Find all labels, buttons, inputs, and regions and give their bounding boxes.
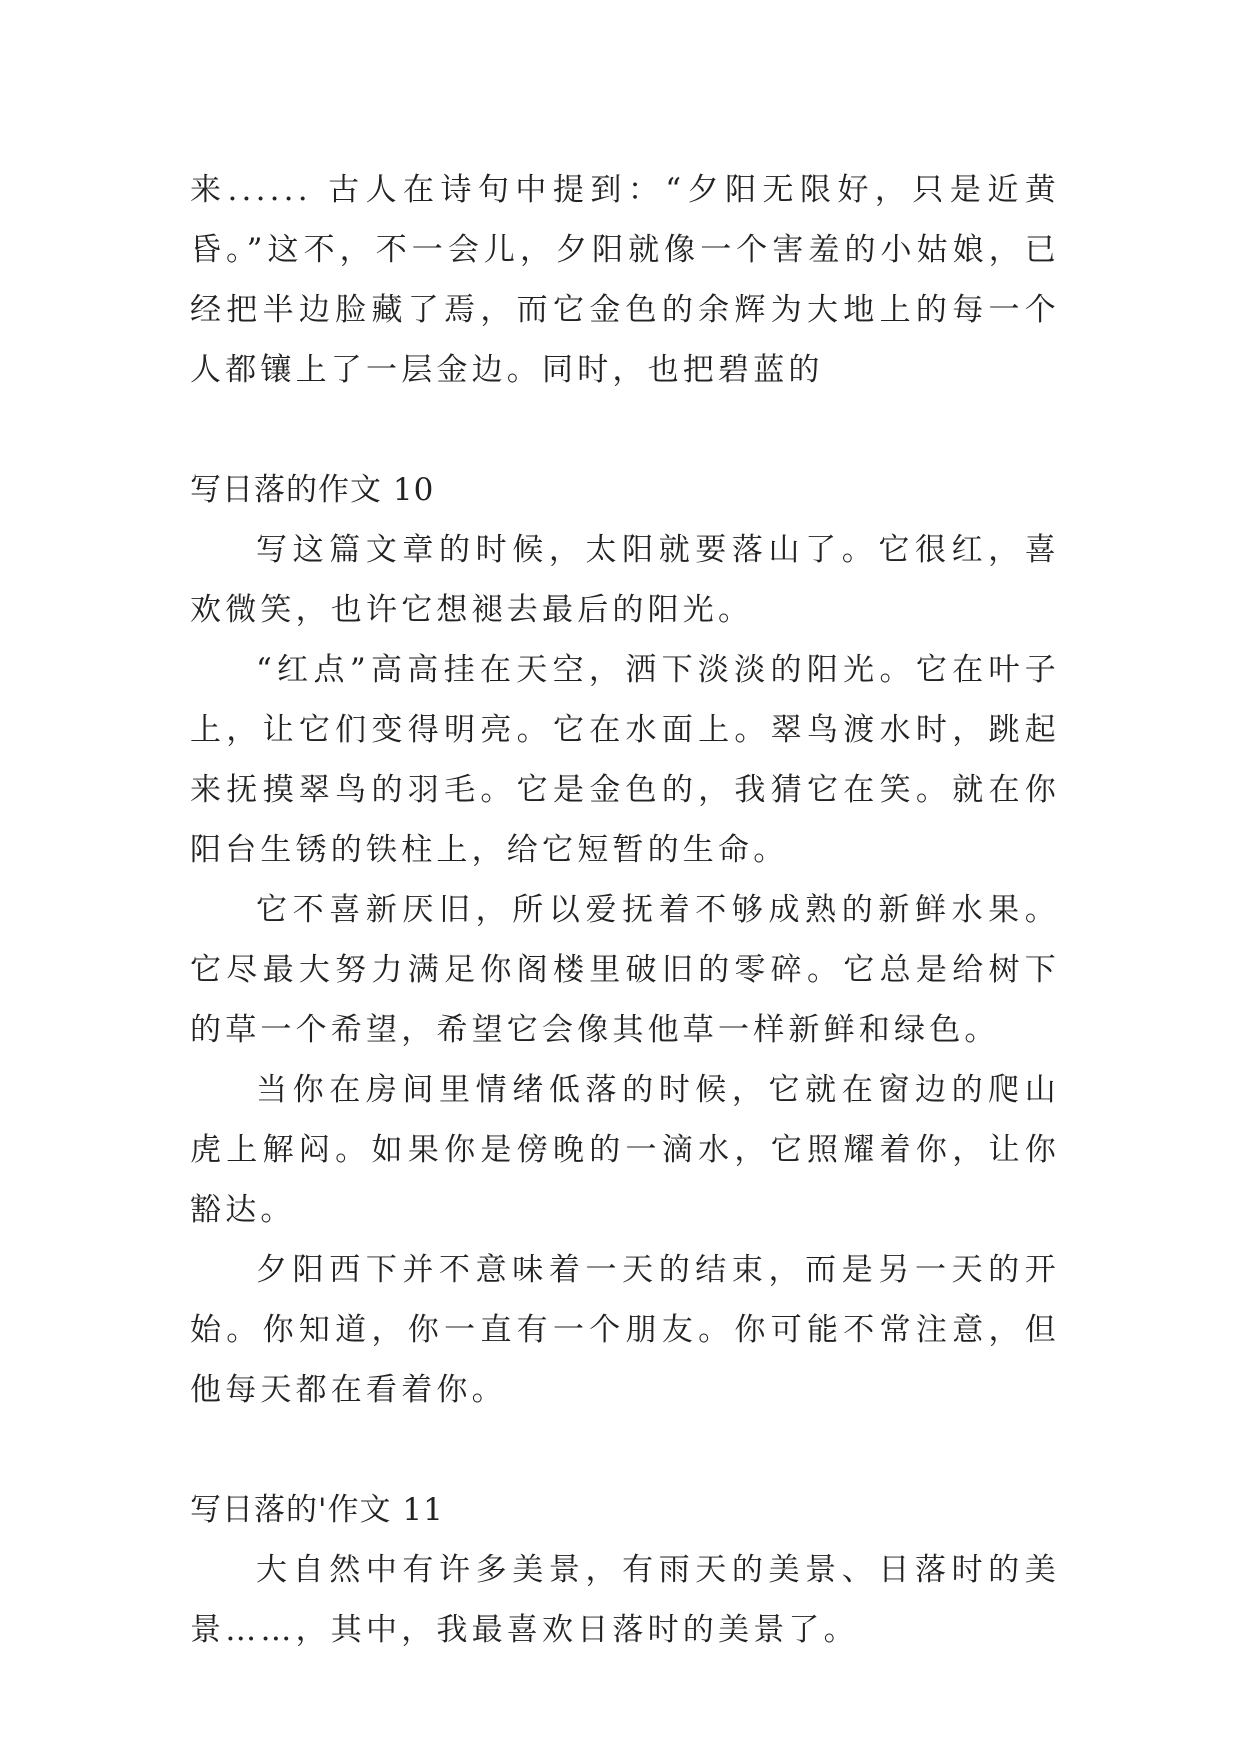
- paragraph: 它不喜新厌旧，所以爱抚着不够成熟的新鲜水果。它尽最大努力满足你阁楼里破旧的零碎。它总是给树下的草一个希望，希望它会像其他草一样新鲜和绿色。: [190, 892, 1060, 1048]
- section-gap: [190, 400, 1060, 460]
- section-heading-10: 写日落的作文 10: [190, 472, 435, 508]
- document-page: [190, 160, 1060, 1660]
- section-gap: [190, 1420, 1060, 1480]
- paragraph: 大自然中有许多美景，有雨天的美景、日落时的美景……，其中，我最喜欢日落时的美景了。: [190, 1552, 1060, 1648]
- paragraph: 当你在房间里情绪低落的时候，它就在窗边的爬山虎上解闷。如果你是傍晚的一滴水，它照耀着你，让你豁达。: [190, 1072, 1060, 1228]
- paragraph: 写这篇文章的时候，太阳就要落山了。它很红，喜欢微笑，也许它想褪去最后的阳光。: [190, 532, 1060, 628]
- paragraph-continuation: 来...... 古人在诗句中提到：“夕阳无限好，只是近黄昏。”这不，不一会儿，夕阳就像一个害羞的小姑娘，已经把半边脸藏了焉，而它金色的余辉为大地上的每一个人都镶上了一层金边。同时，也把碧蓝的: [190, 172, 1060, 388]
- paragraph: “红点”高高挂在天空，洒下淡淡的阳光。它在叶子上，让它们变得明亮。它在水面上。翠鸟渡水时，跳起来抚摸翠鸟的羽毛。它是金色的，我猜它在笑。就在你阳台生锈的铁柱上，给它短暂的生命。: [190, 652, 1060, 868]
- paragraph: 夕阳西下并不意味着一天的结束，而是另一天的开始。你知道，你一直有一个朋友。你可能不常注意，但他每天都在看着你。: [190, 1252, 1060, 1408]
- section-heading-11: 写日落的'作文 11: [190, 1492, 444, 1528]
